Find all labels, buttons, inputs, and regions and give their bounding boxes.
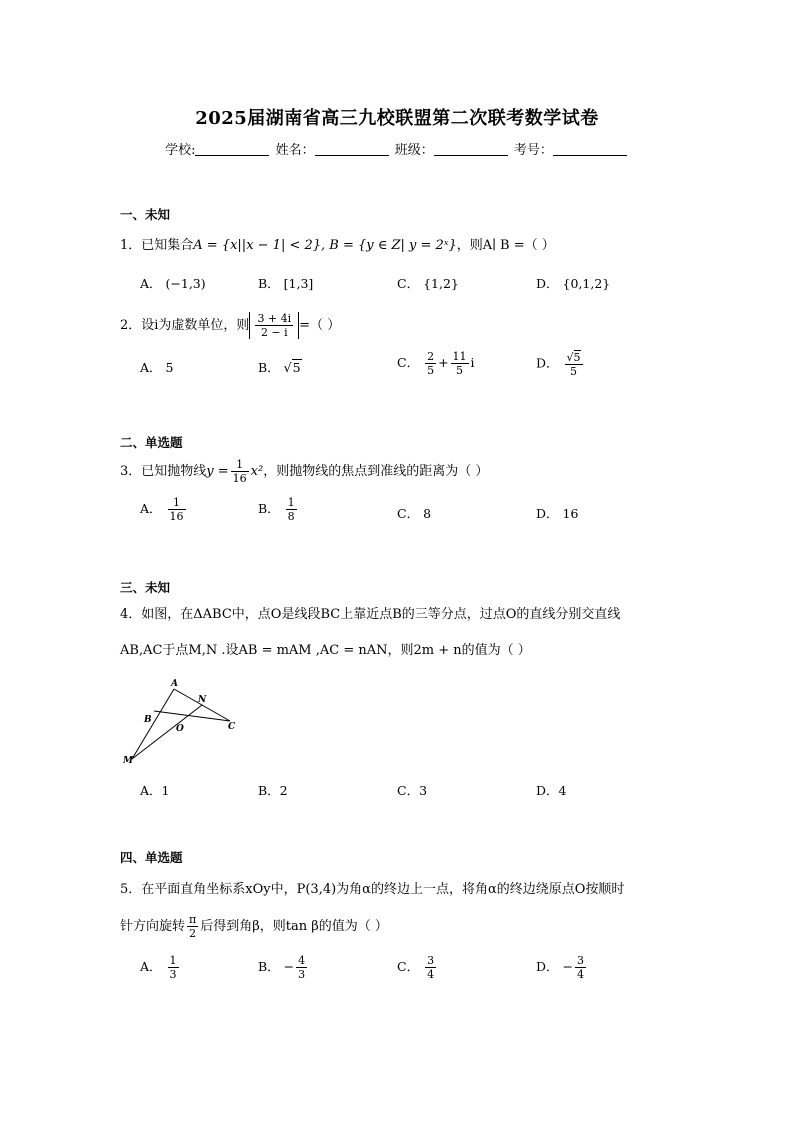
q1-stem: 1．已知集合 xyxy=(120,238,194,253)
option-label: D． xyxy=(536,506,559,521)
q2-numerator: 3 + 4i xyxy=(257,312,292,325)
school-blank[interactable] xyxy=(195,143,269,156)
q3-stem: 3．已知抛物线 xyxy=(120,464,207,479)
question-3 xyxy=(120,458,488,485)
q4-option-d[interactable]: D．4 xyxy=(536,783,567,798)
page-title: 2025届湖南省高三九校联盟第二次联考数学试卷 xyxy=(195,108,599,129)
q2-abs-expression xyxy=(249,312,299,339)
numerator: 11 xyxy=(452,350,467,363)
option-value: {0,1,2} xyxy=(562,276,611,291)
option-label: A． xyxy=(140,959,162,974)
plus-sign: + xyxy=(438,355,449,370)
denominator: 3 xyxy=(298,968,306,981)
option-label: A． xyxy=(140,501,162,516)
q3-ask: ，则抛物线的焦点到准线的距离为（ ） xyxy=(263,464,489,479)
fraction xyxy=(296,954,307,981)
imaginary-unit: i xyxy=(470,355,475,370)
q1-option-c[interactable] xyxy=(397,274,459,292)
fraction xyxy=(425,350,436,377)
q2-denominator: 2 − i xyxy=(260,326,288,339)
section-heading-3: 三、未知 xyxy=(120,580,171,595)
label-B: B xyxy=(144,715,152,725)
numerator: 3 xyxy=(577,954,584,967)
numerator: 3 xyxy=(427,954,435,967)
numerator: 1 xyxy=(168,496,186,510)
q1-ask: ，则A∣ B =（ ） xyxy=(456,238,555,253)
q2-option-b[interactable] xyxy=(258,358,302,376)
fraction xyxy=(575,954,586,981)
option-value: (−1,3) xyxy=(165,276,206,291)
q3-option-d[interactable] xyxy=(536,504,578,522)
q5-option-a[interactable] xyxy=(140,954,181,981)
q2-fraction xyxy=(255,312,293,339)
denominator: 16 xyxy=(169,510,184,523)
question-4-line-1: 4．如图，在ΔABC中，点O是线段BC上靠近点B的三等分点，过点O的直线分别交直线 xyxy=(120,607,621,622)
name-blank[interactable] xyxy=(315,143,389,156)
q5-ask: 后得到角β，则tan β的值为（ ） xyxy=(200,919,388,934)
q3-fraction xyxy=(231,458,249,485)
label-N: N xyxy=(198,695,207,705)
label-C: C xyxy=(228,722,236,732)
q3-option-b[interactable] xyxy=(258,496,299,523)
question-2 xyxy=(120,312,340,339)
q2-stem: 2．设i为虚数单位，则 xyxy=(120,318,250,333)
number-blank[interactable] xyxy=(553,143,627,156)
section-heading-4: 四、单选题 xyxy=(120,850,183,865)
numerator: 1 xyxy=(287,496,295,509)
denominator: 4 xyxy=(577,968,584,981)
q5-option-b[interactable] xyxy=(258,954,309,981)
q3-eq-y: y = xyxy=(206,464,229,479)
denominator: 2 xyxy=(189,927,197,940)
option-label: A． xyxy=(140,360,162,375)
option-value: 5 xyxy=(165,360,174,375)
school-label: 学校: xyxy=(165,143,196,158)
section-heading-1: 一、未知 xyxy=(120,207,171,222)
option-label: C． xyxy=(397,276,420,291)
q5-text: 针方向旋转 xyxy=(120,919,186,934)
class-label: 班级： xyxy=(394,143,434,158)
option-label: C． xyxy=(397,506,420,521)
denominator: 5 xyxy=(570,365,578,378)
question-4-line-2: AB,AC于点M,N .设AB = mAM ,AC = nAN，则2m + n的值为（ ） xyxy=(120,643,531,658)
q4-option-b[interactable]: B．2 xyxy=(258,783,288,798)
label-A: A xyxy=(171,679,178,689)
class-blank[interactable] xyxy=(434,143,508,156)
option-label: D． xyxy=(536,959,559,974)
q5-option-c[interactable] xyxy=(397,954,438,981)
segment-AM xyxy=(132,689,174,759)
q5-option-d[interactable] xyxy=(536,954,588,981)
question-5-line-1: 5．在平面直角坐标系xOy中，P(3,4)为角α的终边上一点，将角α的终边绕原点O按顺时 xyxy=(120,882,625,897)
name-label: 姓名： xyxy=(275,143,315,158)
option-label: B． xyxy=(258,959,280,974)
q2-option-d[interactable] xyxy=(536,350,585,378)
option-label: C． xyxy=(397,959,420,974)
triangle-figure xyxy=(118,675,248,770)
q1-option-a[interactable] xyxy=(140,274,206,292)
option-value: 8 xyxy=(423,506,432,521)
q3-eq-x: x² xyxy=(250,464,264,479)
option-label: D． xyxy=(536,276,559,291)
option-label: C． xyxy=(397,355,420,370)
option-value: 16 xyxy=(562,506,579,521)
option-label: D． xyxy=(536,355,559,371)
label-O: O xyxy=(176,724,184,734)
fraction xyxy=(168,496,186,523)
denominator: 16 xyxy=(232,472,247,485)
question-1 xyxy=(120,234,555,253)
numerator: 1 xyxy=(231,458,249,472)
fraction xyxy=(425,954,436,981)
denominator: 8 xyxy=(287,510,295,523)
q2-option-c[interactable] xyxy=(397,350,475,377)
denominator: 5 xyxy=(427,364,435,377)
sqrt-icon: √5 xyxy=(283,360,301,375)
numerator: √5 xyxy=(566,351,581,364)
minus-sign: − xyxy=(562,959,573,974)
option-value: [1,3] xyxy=(283,276,314,291)
q3-option-a[interactable] xyxy=(140,496,188,523)
question-5-line-2 xyxy=(120,913,388,940)
label-M: M xyxy=(123,756,133,766)
minus-sign: − xyxy=(283,959,295,974)
option-label: B． xyxy=(258,501,280,516)
numerator: 4 xyxy=(298,954,306,967)
sqrt-radicand: 5 xyxy=(573,351,581,364)
q3-option-c[interactable] xyxy=(397,504,431,522)
q4-option-a[interactable]: A．1 xyxy=(140,783,170,798)
numerator: π xyxy=(189,913,197,926)
denominator: 5 xyxy=(456,364,464,377)
q1-option-d[interactable] xyxy=(536,274,610,292)
option-label: A． xyxy=(140,276,162,291)
denominator: 3 xyxy=(169,968,177,981)
fraction xyxy=(565,350,583,378)
numerator: 2 xyxy=(427,350,435,363)
option-label: B． xyxy=(258,360,280,375)
numerator: 1 xyxy=(169,954,177,967)
denominator: 4 xyxy=(427,968,435,981)
student-info-line xyxy=(0,139,794,158)
option-label: B． xyxy=(258,276,280,291)
option-value: 5 xyxy=(292,360,301,375)
option-value: {1,2} xyxy=(423,276,459,291)
q5-fraction xyxy=(187,913,198,940)
q1-sets: A = {x||x − 1| < 2}, B = {y ∈ Z| y = 2ˣ} xyxy=(193,238,457,253)
q4-option-c[interactable]: C．3 xyxy=(397,783,428,798)
number-label: 考号： xyxy=(513,143,553,158)
q2-option-a[interactable] xyxy=(140,358,173,376)
q2-ask: =（ ） xyxy=(299,318,341,333)
fraction xyxy=(451,350,469,377)
section-heading-2: 二、单选题 xyxy=(120,435,183,450)
fraction xyxy=(286,496,297,523)
fraction xyxy=(168,954,179,981)
q1-option-b[interactable] xyxy=(258,274,313,292)
